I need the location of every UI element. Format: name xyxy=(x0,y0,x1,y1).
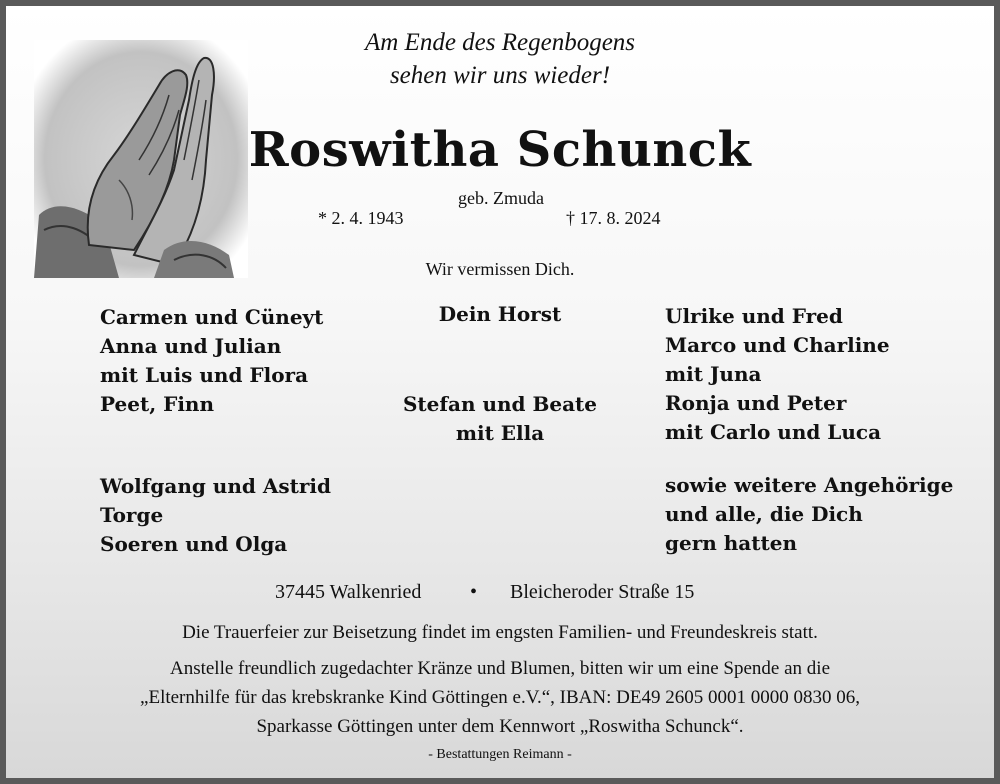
deceased-name: Roswitha Schunck xyxy=(248,122,752,178)
mourner-line: mit Juna xyxy=(665,362,762,386)
mourner-line: Ulrike und Fred xyxy=(665,304,843,328)
mourner-line: Anna und Julian xyxy=(100,334,282,358)
mourner-line: mit Luis und Flora xyxy=(100,363,309,387)
donation-line-1: Anstelle freundlich zugedachter Kränze und Blumen, bitten wir um eine Spende an die xyxy=(169,658,831,679)
mourners-right-top xyxy=(665,302,890,447)
mourner-line: Dein Horst xyxy=(438,302,562,326)
mourner-line: Soeren und Olga xyxy=(100,532,288,556)
mourner-line: mit Ella xyxy=(455,421,545,445)
undertaker: - Bestattungen Reimann - xyxy=(428,747,572,762)
mourner-line: Ronja und Peter xyxy=(665,391,847,415)
mourner-line: gern hatten xyxy=(665,531,797,555)
funeral-note: Die Trauerfeier zur Beisetzung findet im engsten Familien- und Freundeskreis statt. xyxy=(182,622,818,643)
donation-line-2: „Elternhilfe für das krebskranke Kind Göttingen e.V.“, IBAN: DE49 2605 0001 0000 0830 06, xyxy=(140,687,860,708)
address-street: Bleicheroder Straße 15 xyxy=(510,581,695,603)
mourners-left-top xyxy=(100,303,323,419)
mourners-center-bottom xyxy=(380,390,620,448)
mourner-line: Stefan und Beate xyxy=(402,392,598,416)
mourner-line: Torge xyxy=(100,503,164,527)
motto-line-1: Am Ende des Regenbogens xyxy=(364,29,636,56)
address-city: 37445 Walkenried xyxy=(275,581,422,603)
mourners-center-top xyxy=(380,300,620,329)
birth-date: * 2. 4. 1943 xyxy=(318,208,404,228)
obituary-card xyxy=(6,6,994,778)
donation-note xyxy=(6,654,994,741)
mourner-line: mit Carlo und Luca xyxy=(665,420,882,444)
mourners-right-bottom xyxy=(665,471,953,558)
message: Wir vermissen Dich. xyxy=(425,259,575,279)
mourner-line: Peet, Finn xyxy=(100,392,214,416)
mourner-line: Marco und Charline xyxy=(665,333,890,357)
mourner-line: und alle, die Dich xyxy=(665,502,863,526)
motto xyxy=(6,26,994,92)
maiden-name: geb. Zmuda xyxy=(458,188,544,208)
mourners-left-bottom xyxy=(100,472,331,559)
death-date: † 17. 8. 2024 xyxy=(566,208,661,228)
motto-line-2: sehen wir uns wieder! xyxy=(389,62,611,89)
mourner-line: Wolfgang und Astrid xyxy=(100,474,331,498)
mourner-line: Carmen und Cüneyt xyxy=(100,305,324,329)
donation-line-3: Sparkasse Göttingen unter dem Kennwort „Roswitha Schunck“. xyxy=(256,716,744,737)
mourner-line: sowie weitere Angehörige xyxy=(665,473,954,497)
address-separator: • xyxy=(470,581,478,603)
